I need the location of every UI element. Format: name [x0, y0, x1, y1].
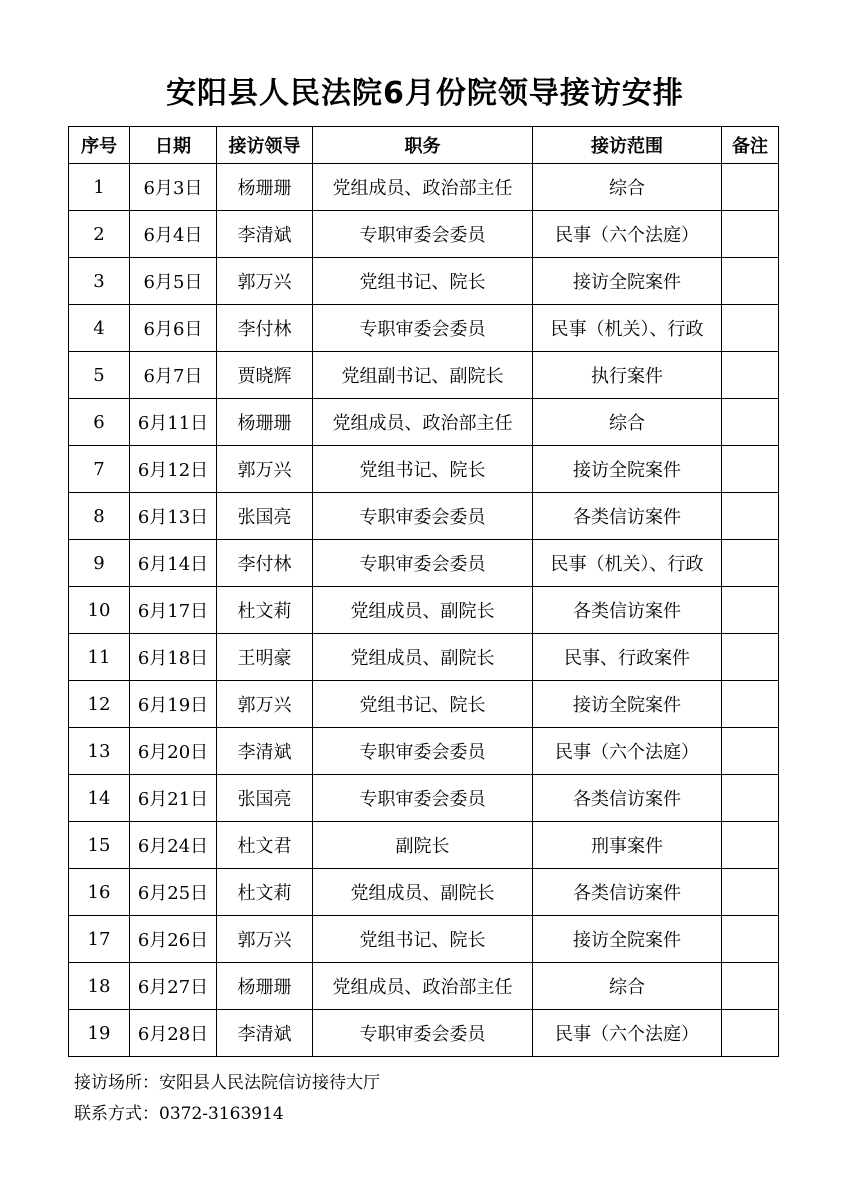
- table-header-row: [69, 127, 779, 164]
- cell-note: [722, 869, 779, 916]
- page-title: 安阳县人民法院6月份院领导接访安排: [166, 76, 684, 111]
- cell-leader: 贾晓辉: [217, 352, 313, 399]
- cell-leader: 杜文莉: [217, 869, 313, 916]
- cell-leader: 郭万兴: [217, 916, 313, 963]
- cell-note: [722, 399, 779, 446]
- table-row: [69, 352, 779, 399]
- cell-number: 1: [69, 164, 130, 211]
- cell-note: [722, 540, 779, 587]
- cell-leader: 王明豪: [217, 634, 313, 681]
- cell-leader: 郭万兴: [217, 258, 313, 305]
- cell-leader: 张国亮: [217, 775, 313, 822]
- table-row: [69, 681, 779, 728]
- cell-leader: 杨珊珊: [217, 164, 313, 211]
- table-row: [69, 822, 779, 869]
- cell-leader: 杨珊珊: [217, 963, 313, 1010]
- cell-note: [722, 164, 779, 211]
- cell-position: 党组成员、副院长: [313, 587, 533, 634]
- header-date: 日期: [130, 127, 217, 164]
- cell-leader: 李清斌: [217, 728, 313, 775]
- cell-date: 6月3日: [130, 164, 217, 211]
- cell-position: 党组书记、院长: [313, 258, 533, 305]
- cell-number: 15: [69, 822, 130, 869]
- cell-leader: 李清斌: [217, 211, 313, 258]
- cell-leader: 李清斌: [217, 1010, 313, 1057]
- cell-number: 9: [69, 540, 130, 587]
- table-row: [69, 963, 779, 1010]
- cell-position: 党组成员、政治部主任: [313, 164, 533, 211]
- cell-number: 12: [69, 681, 130, 728]
- cell-note: [722, 728, 779, 775]
- cell-date: 6月17日: [130, 587, 217, 634]
- header-note: 备注: [722, 127, 779, 164]
- cell-date: 6月4日: [130, 211, 217, 258]
- header-scope: 接访范围: [533, 127, 722, 164]
- cell-position: 专职审委会委员: [313, 775, 533, 822]
- cell-number: 19: [69, 1010, 130, 1057]
- table-row: [69, 540, 779, 587]
- cell-scope: 综合: [533, 963, 722, 1010]
- cell-scope: 民事、行政案件: [533, 634, 722, 681]
- cell-scope: 各类信访案件: [533, 869, 722, 916]
- cell-scope: 接访全院案件: [533, 446, 722, 493]
- table-body: [69, 164, 779, 1057]
- table-row: [69, 916, 779, 963]
- cell-date: 6月11日: [130, 399, 217, 446]
- cell-number: 13: [69, 728, 130, 775]
- cell-position: 党组书记、院长: [313, 916, 533, 963]
- cell-note: [722, 587, 779, 634]
- cell-scope: 各类信访案件: [533, 775, 722, 822]
- cell-note: [722, 681, 779, 728]
- visit-location: 接访场所：安阳县人民法院信访接待大厅: [74, 1073, 380, 1093]
- cell-date: 6月5日: [130, 258, 217, 305]
- cell-scope: 民事（六个法庭）: [533, 211, 722, 258]
- cell-leader: 李付林: [217, 305, 313, 352]
- table-row: [69, 634, 779, 681]
- cell-number: 6: [69, 399, 130, 446]
- cell-position: 专职审委会委员: [313, 1010, 533, 1057]
- cell-number: 5: [69, 352, 130, 399]
- cell-date: 6月6日: [130, 305, 217, 352]
- cell-position: 党组副书记、副院长: [313, 352, 533, 399]
- cell-leader: 张国亮: [217, 493, 313, 540]
- contact-info: 联系方式：0372-3163914: [74, 1104, 284, 1124]
- cell-note: [722, 916, 779, 963]
- cell-position: 党组成员、政治部主任: [313, 963, 533, 1010]
- cell-position: 党组成员、政治部主任: [313, 399, 533, 446]
- table-row: [69, 446, 779, 493]
- cell-position: 党组书记、院长: [313, 681, 533, 728]
- cell-scope: 各类信访案件: [533, 493, 722, 540]
- table-row: [69, 258, 779, 305]
- cell-scope: 接访全院案件: [533, 916, 722, 963]
- cell-number: 18: [69, 963, 130, 1010]
- cell-scope: 刑事案件: [533, 822, 722, 869]
- cell-leader: 杨珊珊: [217, 399, 313, 446]
- cell-date: 6月26日: [130, 916, 217, 963]
- cell-scope: 民事（机关）、行政: [533, 305, 722, 352]
- cell-date: 6月27日: [130, 963, 217, 1010]
- cell-position: 党组成员、副院长: [313, 634, 533, 681]
- cell-scope: 接访全院案件: [533, 258, 722, 305]
- cell-number: 11: [69, 634, 130, 681]
- cell-number: 3: [69, 258, 130, 305]
- cell-note: [722, 963, 779, 1010]
- cell-leader: 李付林: [217, 540, 313, 587]
- cell-note: [722, 352, 779, 399]
- cell-note: [722, 211, 779, 258]
- cell-date: 6月12日: [130, 446, 217, 493]
- cell-number: 10: [69, 587, 130, 634]
- table-row: [69, 305, 779, 352]
- cell-date: 6月13日: [130, 493, 217, 540]
- cell-note: [722, 493, 779, 540]
- cell-note: [722, 634, 779, 681]
- table-row: [69, 211, 779, 258]
- cell-position: 副院长: [313, 822, 533, 869]
- cell-position: 党组书记、院长: [313, 446, 533, 493]
- schedule-table: [68, 126, 779, 1057]
- cell-position: 党组成员、副院长: [313, 869, 533, 916]
- table-row: [69, 399, 779, 446]
- cell-date: 6月21日: [130, 775, 217, 822]
- cell-note: [722, 775, 779, 822]
- cell-leader: 杜文君: [217, 822, 313, 869]
- cell-number: 16: [69, 869, 130, 916]
- cell-scope: 接访全院案件: [533, 681, 722, 728]
- cell-scope: 民事（机关）、行政: [533, 540, 722, 587]
- cell-scope: 各类信访案件: [533, 587, 722, 634]
- table-row: [69, 728, 779, 775]
- table-row: [69, 164, 779, 211]
- cell-scope: 执行案件: [533, 352, 722, 399]
- cell-date: 6月18日: [130, 634, 217, 681]
- cell-number: 14: [69, 775, 130, 822]
- cell-note: [722, 446, 779, 493]
- cell-position: 专职审委会委员: [313, 305, 533, 352]
- cell-number: 17: [69, 916, 130, 963]
- cell-note: [722, 1010, 779, 1057]
- table-row: [69, 587, 779, 634]
- cell-scope: 综合: [533, 399, 722, 446]
- cell-scope: 综合: [533, 164, 722, 211]
- cell-note: [722, 822, 779, 869]
- header-leader: 接访领导: [217, 127, 313, 164]
- table-row: [69, 1010, 779, 1057]
- cell-date: 6月20日: [130, 728, 217, 775]
- table-row: [69, 869, 779, 916]
- table-row: [69, 775, 779, 822]
- header-position: 职务: [313, 127, 533, 164]
- cell-date: 6月14日: [130, 540, 217, 587]
- cell-number: 8: [69, 493, 130, 540]
- cell-leader: 郭万兴: [217, 681, 313, 728]
- cell-date: 6月28日: [130, 1010, 217, 1057]
- cell-position: 专职审委会委员: [313, 211, 533, 258]
- cell-date: 6月24日: [130, 822, 217, 869]
- table-row: [69, 493, 779, 540]
- cell-date: 6月19日: [130, 681, 217, 728]
- cell-number: 7: [69, 446, 130, 493]
- cell-position: 专职审委会委员: [313, 493, 533, 540]
- cell-note: [722, 258, 779, 305]
- cell-position: 专职审委会委员: [313, 728, 533, 775]
- cell-date: 6月7日: [130, 352, 217, 399]
- cell-date: 6月25日: [130, 869, 217, 916]
- cell-note: [722, 305, 779, 352]
- cell-position: 专职审委会委员: [313, 540, 533, 587]
- cell-number: 4: [69, 305, 130, 352]
- cell-number: 2: [69, 211, 130, 258]
- cell-leader: 郭万兴: [217, 446, 313, 493]
- header-number: 序号: [69, 127, 130, 164]
- cell-scope: 民事（六个法庭）: [533, 1010, 722, 1057]
- cell-leader: 杜文莉: [217, 587, 313, 634]
- cell-scope: 民事（六个法庭）: [533, 728, 722, 775]
